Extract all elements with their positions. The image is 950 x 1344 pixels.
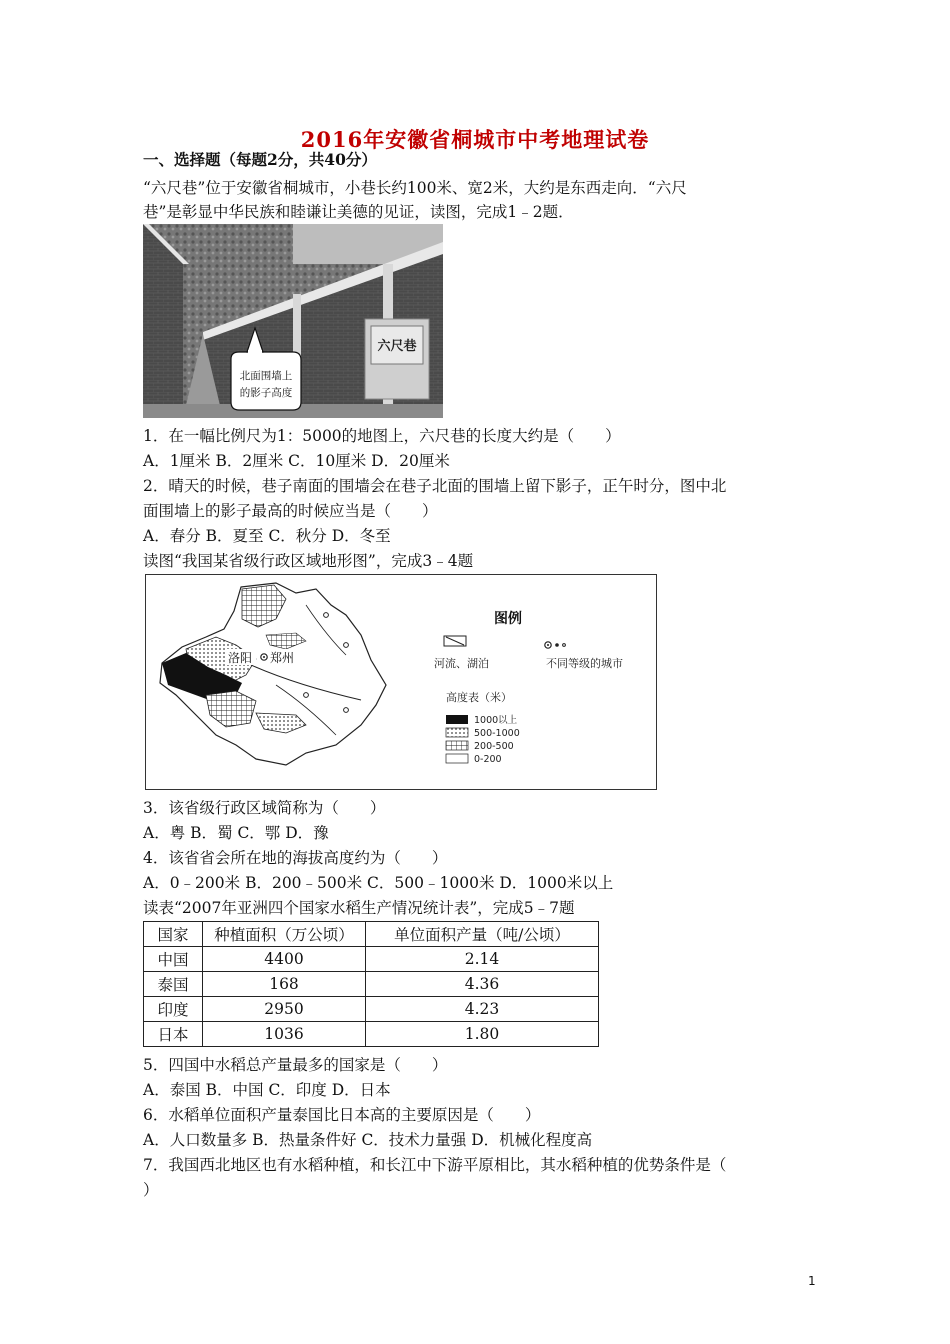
- q2-stem-2: 面围墙上的影子最高的时候应当是（ ）: [143, 502, 438, 520]
- callout-text-2: 的影子高度: [239, 387, 293, 399]
- elev-label-200: 200-500: [474, 741, 514, 752]
- elev-label-500: 500-1000: [474, 728, 520, 739]
- q3-options: A．粤 B．蜀 C．鄂 D．豫: [143, 824, 329, 842]
- cell-area: 1036: [203, 1022, 366, 1047]
- table-row: [144, 972, 599, 997]
- page-title: 2016年安徽省桐城市中考地理试卷: [300, 127, 650, 152]
- table-intro: 读表“2007年亚洲四个国家水稻生产情况统计表”，完成5﹣7题: [143, 899, 575, 917]
- q2-stem-1: 2．晴天的时候，巷子南面的围墙会在巷子北面的围墙上留下影子，正午时分，图中北: [143, 477, 727, 495]
- cell-yield: 4.36: [366, 972, 599, 997]
- elev-swatch-200: [446, 741, 468, 750]
- liuchixiang-photo: [143, 224, 443, 418]
- q4-stem: 4．该省省会所在地的海拔高度约为（ ）: [143, 849, 448, 867]
- q1-stem: 1．在一幅比例尺为1：5000的地图上，六尺巷的长度大约是（ ）: [143, 427, 621, 445]
- elev-label-0: 0-200: [474, 754, 502, 765]
- cell-yield: 2.14: [366, 947, 599, 972]
- elevation-table-title: 高度表（米）: [446, 691, 512, 704]
- header-area: 种植面积（万公顷）: [203, 922, 366, 947]
- elev-swatch-500: [446, 728, 468, 737]
- q5-stem: 5．四国中水稻总产量最多的国家是（ ）: [143, 1056, 448, 1074]
- legend-title: 图例: [494, 611, 522, 627]
- cell-yield: 4.23: [366, 997, 599, 1022]
- cell-country: 印度: [144, 997, 203, 1022]
- section-heading: 一、选择题（每题2分，共40分）: [143, 150, 377, 169]
- callout-text-1: 北面围墙上: [239, 370, 293, 382]
- q1-options: A．1厘米 B．2厘米 C．10厘米 D．20厘米: [143, 452, 450, 470]
- table-row: [144, 997, 599, 1022]
- intro-line-2: 巷”是彰显中华民族和睦谦让美德的见证，读图，完成1﹣2题．: [143, 203, 574, 221]
- photo-plaque: 六尺巷: [377, 339, 417, 354]
- table-header-row: [144, 922, 599, 947]
- cell-area: 2950: [203, 997, 366, 1022]
- cell-country: 中国: [144, 947, 203, 972]
- q7-stem-2: ）: [143, 1181, 159, 1199]
- q2-options: A．春分 B．夏至 C．秋分 D．冬至: [143, 527, 391, 545]
- legend-city-label: 不同等级的城市: [546, 657, 623, 670]
- cell-country: 日本: [144, 1022, 203, 1047]
- rice-production-table: [143, 921, 599, 1047]
- cell-yield: 1.80: [366, 1022, 599, 1047]
- intro-line-1: “六尺巷”位于安徽省桐城市，小巷长约100米、宽2米，大约是东西走向．“六尺: [143, 179, 687, 197]
- legend-river-label: 河流、湖泊: [434, 657, 489, 670]
- q3-stem: 3．该省级行政区域简称为（ ）: [143, 799, 386, 817]
- province-terrain-map: [145, 574, 657, 790]
- table-row: [144, 947, 599, 972]
- header-country: 国家: [144, 922, 203, 947]
- q6-stem: 6．水稻单位面积产量泰国比日本高的主要原因是（ ）: [143, 1106, 541, 1124]
- q5-options: A．泰国 B．中国 C．印度 D．日本: [143, 1081, 391, 1099]
- elev-swatch-0: [446, 754, 468, 763]
- table-row: [144, 1022, 599, 1047]
- header-yield: 单位面积产量（吨/公顷）: [366, 922, 599, 947]
- photo-illustration: [143, 224, 443, 418]
- city-label-zhengzhou: 郑州: [270, 651, 295, 665]
- q6-options: A．人口数量多 B．热量条件好 C．技术力量强 D．机械化程度高: [143, 1131, 593, 1149]
- cell-country: 泰国: [144, 972, 203, 997]
- page-number: 1: [808, 1274, 816, 1288]
- cell-area: 4400: [203, 947, 366, 972]
- map-illustration: [146, 575, 656, 789]
- elev-label-1000: 1000以上: [474, 715, 518, 726]
- q7-stem-1: 7．我国西北地区也有水稻种植，和长江中下游平原相比，其水稻种植的优势条件是（: [143, 1156, 727, 1174]
- elev-swatch-1000: [446, 715, 468, 724]
- map-intro: 读图“我国某省级行政区域地形图”，完成3﹣4题: [143, 552, 474, 570]
- q4-options: A．0﹣200米 B．200﹣500米 C．500﹣1000米 D．1000米以上: [143, 874, 614, 892]
- cell-area: 168: [203, 972, 366, 997]
- city-label-luoyang: 洛阳: [228, 651, 253, 665]
